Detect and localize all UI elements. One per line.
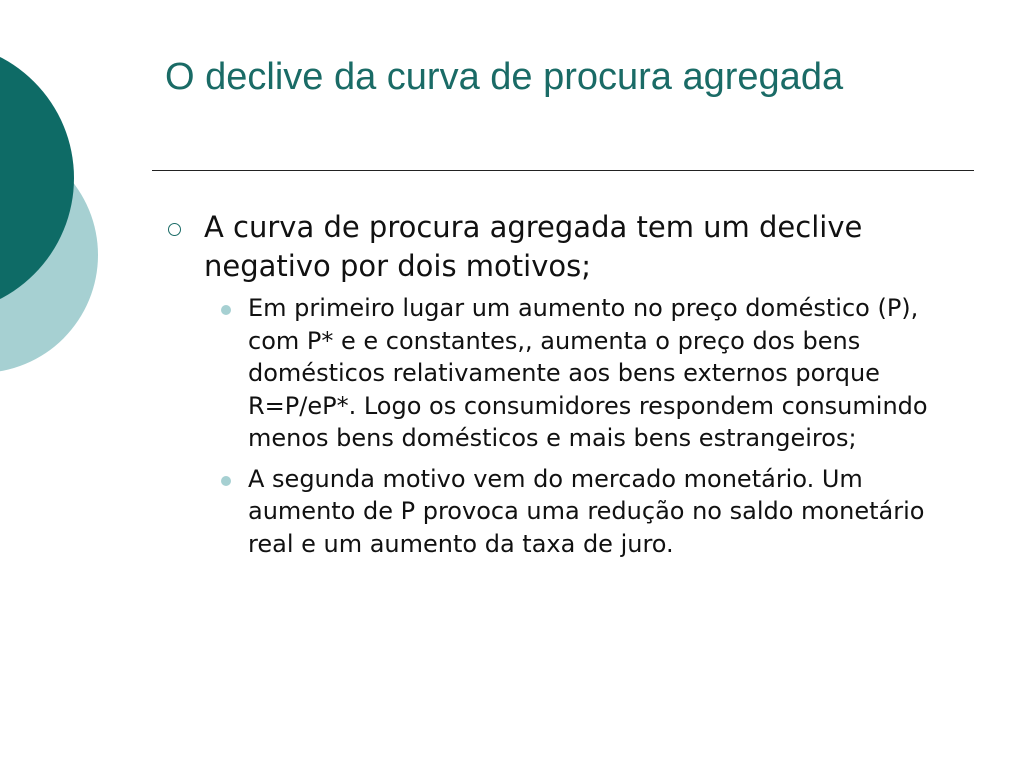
bullet-level1-text: A curva de procura agregada tem um declive negativo por dois motivos; <box>204 210 863 283</box>
slide-body <box>168 208 968 568</box>
slide-title: O declive da curva de procura agregada <box>165 56 844 98</box>
bullet-level2 <box>248 292 968 455</box>
bullet-level2-text: Em primeiro lugar um aumento no preço doméstico (P), com P* e e constantes,, aumenta o preço dos bens domésticos relativamente aos bens externos porque R=P/eP*. Logo os consumidores respondem consumindo menos bens domésticos e mais bens estrangeiros; <box>248 294 928 452</box>
bullet-level1 <box>168 208 968 286</box>
decorative-circles <box>0 0 120 420</box>
bullet-level2-text: A segunda motivo vem do mercado monetário. Um aumento de P provoca uma redução no saldo monetário real e um aumento da taxa de juro. <box>248 464 925 558</box>
ring-bullet-icon <box>168 223 181 236</box>
bullet-level2 <box>248 463 968 561</box>
title-divider <box>152 170 974 171</box>
dot-bullet-icon <box>221 305 231 315</box>
dot-bullet-icon <box>221 476 231 486</box>
